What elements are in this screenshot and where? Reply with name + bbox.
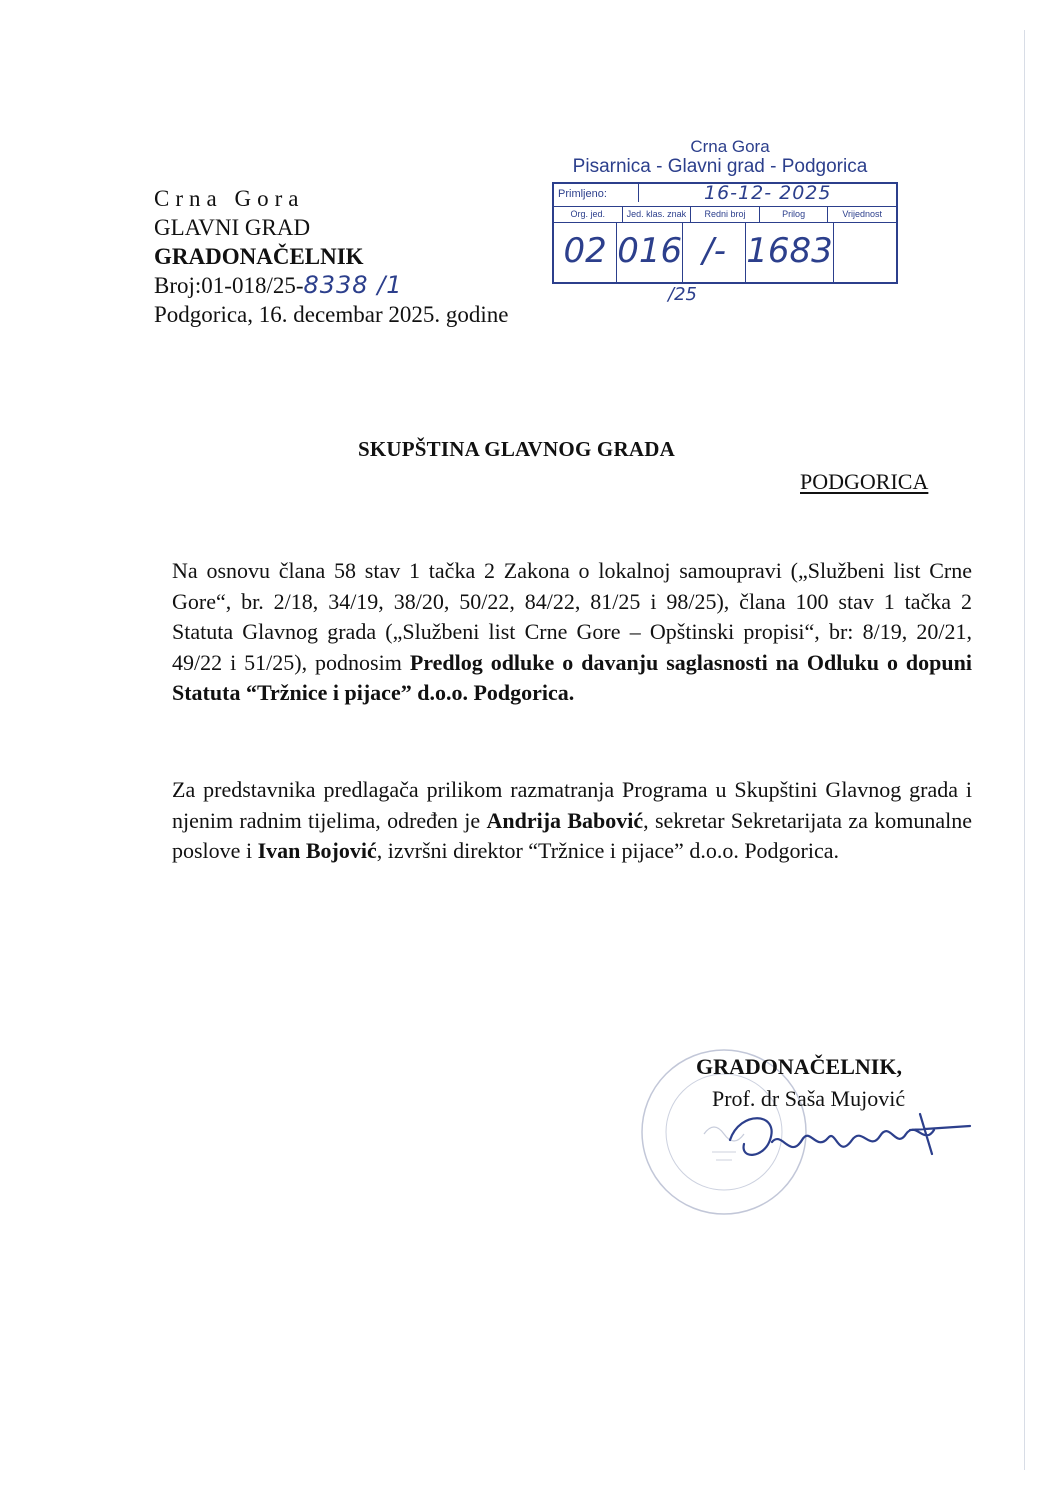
handwritten-signature-icon bbox=[720, 1100, 980, 1190]
para1-text: Na osnovu člana 58 stav 1 tačka 2 Zakona o lokalnoj samoupravi („Službeni list Crne Gore“, br. 2/18, 34/19, 38/20, 50/22, 84/22, 81/25 i 98/25), člana 100 stav 1 tačka 2 Statuta Glavnog grada („Službeni list Crne Gore – Opštinski propisi“, br: 8/19, 20/21, 49/22 i 51/25), podnosim bbox=[172, 558, 972, 675]
body-paragraph-representatives bbox=[172, 775, 972, 867]
representative-name-2: Ivan Bojović bbox=[257, 838, 377, 863]
stamp-column-value bbox=[834, 222, 896, 282]
stamp-column-value: 016 bbox=[617, 222, 683, 282]
addressee-name: SKUPŠTINA GLAVNOG GRADA bbox=[358, 437, 675, 461]
addressee-city: PODGORICA bbox=[800, 469, 929, 494]
stamp-year-mark: /25 bbox=[668, 284, 697, 305]
representative-name-1: Andrija Babović bbox=[486, 807, 644, 833]
para2-text-3: , izvršni direktor “Tržnice i pijace” d.o.o. Podgorica. bbox=[376, 838, 840, 863]
stamp-received-label: Primljeno: bbox=[558, 184, 639, 202]
place-and-date: Podgorica, 16. decembar 2025. godine bbox=[154, 302, 509, 327]
reference-number-handwritten: 8338 /1 bbox=[303, 271, 403, 299]
signatory-name: Prof. dr Saša Mujović bbox=[712, 1086, 906, 1111]
stamp-country: Crna Gora bbox=[690, 137, 770, 156]
stamp-column-label: Vrijednost bbox=[842, 209, 883, 219]
stamp-column-values bbox=[554, 222, 896, 282]
reference-number-prefix: Broj:01-018/25- bbox=[154, 273, 304, 298]
stamp-column-label: Prilog bbox=[760, 206, 829, 222]
page-edge-line bbox=[1024, 30, 1025, 1470]
stamp-column-value: 1683 bbox=[746, 222, 834, 282]
stamp-column-value: 02 bbox=[554, 222, 617, 282]
para1-proposal-title: Predlog odluke o davanju saglasnosti na Odluku o dopuni Statuta “Tržnice i pijace” d.o.o. Podgorica. bbox=[172, 649, 972, 705]
stamp-grid bbox=[552, 182, 898, 284]
stamp-office: Pisarnica - Glavni grad - Podgorica bbox=[572, 156, 868, 177]
para2-text-2: , sekretar Sekretarijata za komunalne poslove i bbox=[172, 807, 972, 863]
reference-number bbox=[154, 271, 509, 300]
header-country: Crna Gora bbox=[154, 186, 305, 211]
stamp-column-label: Org. jed. bbox=[554, 206, 623, 222]
body-paragraph-legal-basis bbox=[172, 556, 972, 709]
para2-text-1: Za predstavnika predlagača prilikom razmatranja Programa u Skupštini Glavnog grada i njenim radnim tijelima, određen je bbox=[172, 777, 972, 833]
document-header bbox=[154, 184, 509, 329]
stamp-column-label: Jed. klas. znak bbox=[623, 206, 692, 222]
registry-stamp bbox=[540, 137, 900, 305]
stamp-column-value: /- bbox=[683, 222, 746, 282]
stamp-column-headers bbox=[554, 206, 896, 223]
header-city-authority: GLAVNI GRAD bbox=[154, 215, 311, 240]
header-office: GRADONAČELNIK bbox=[154, 244, 364, 269]
stamp-received-date: 16-12- 2025 bbox=[704, 182, 832, 204]
signature-title: GRADONAČELNIK, bbox=[696, 1054, 902, 1079]
stamp-received-row bbox=[554, 184, 896, 207]
stamp-column-label: Redni broj bbox=[691, 206, 760, 222]
